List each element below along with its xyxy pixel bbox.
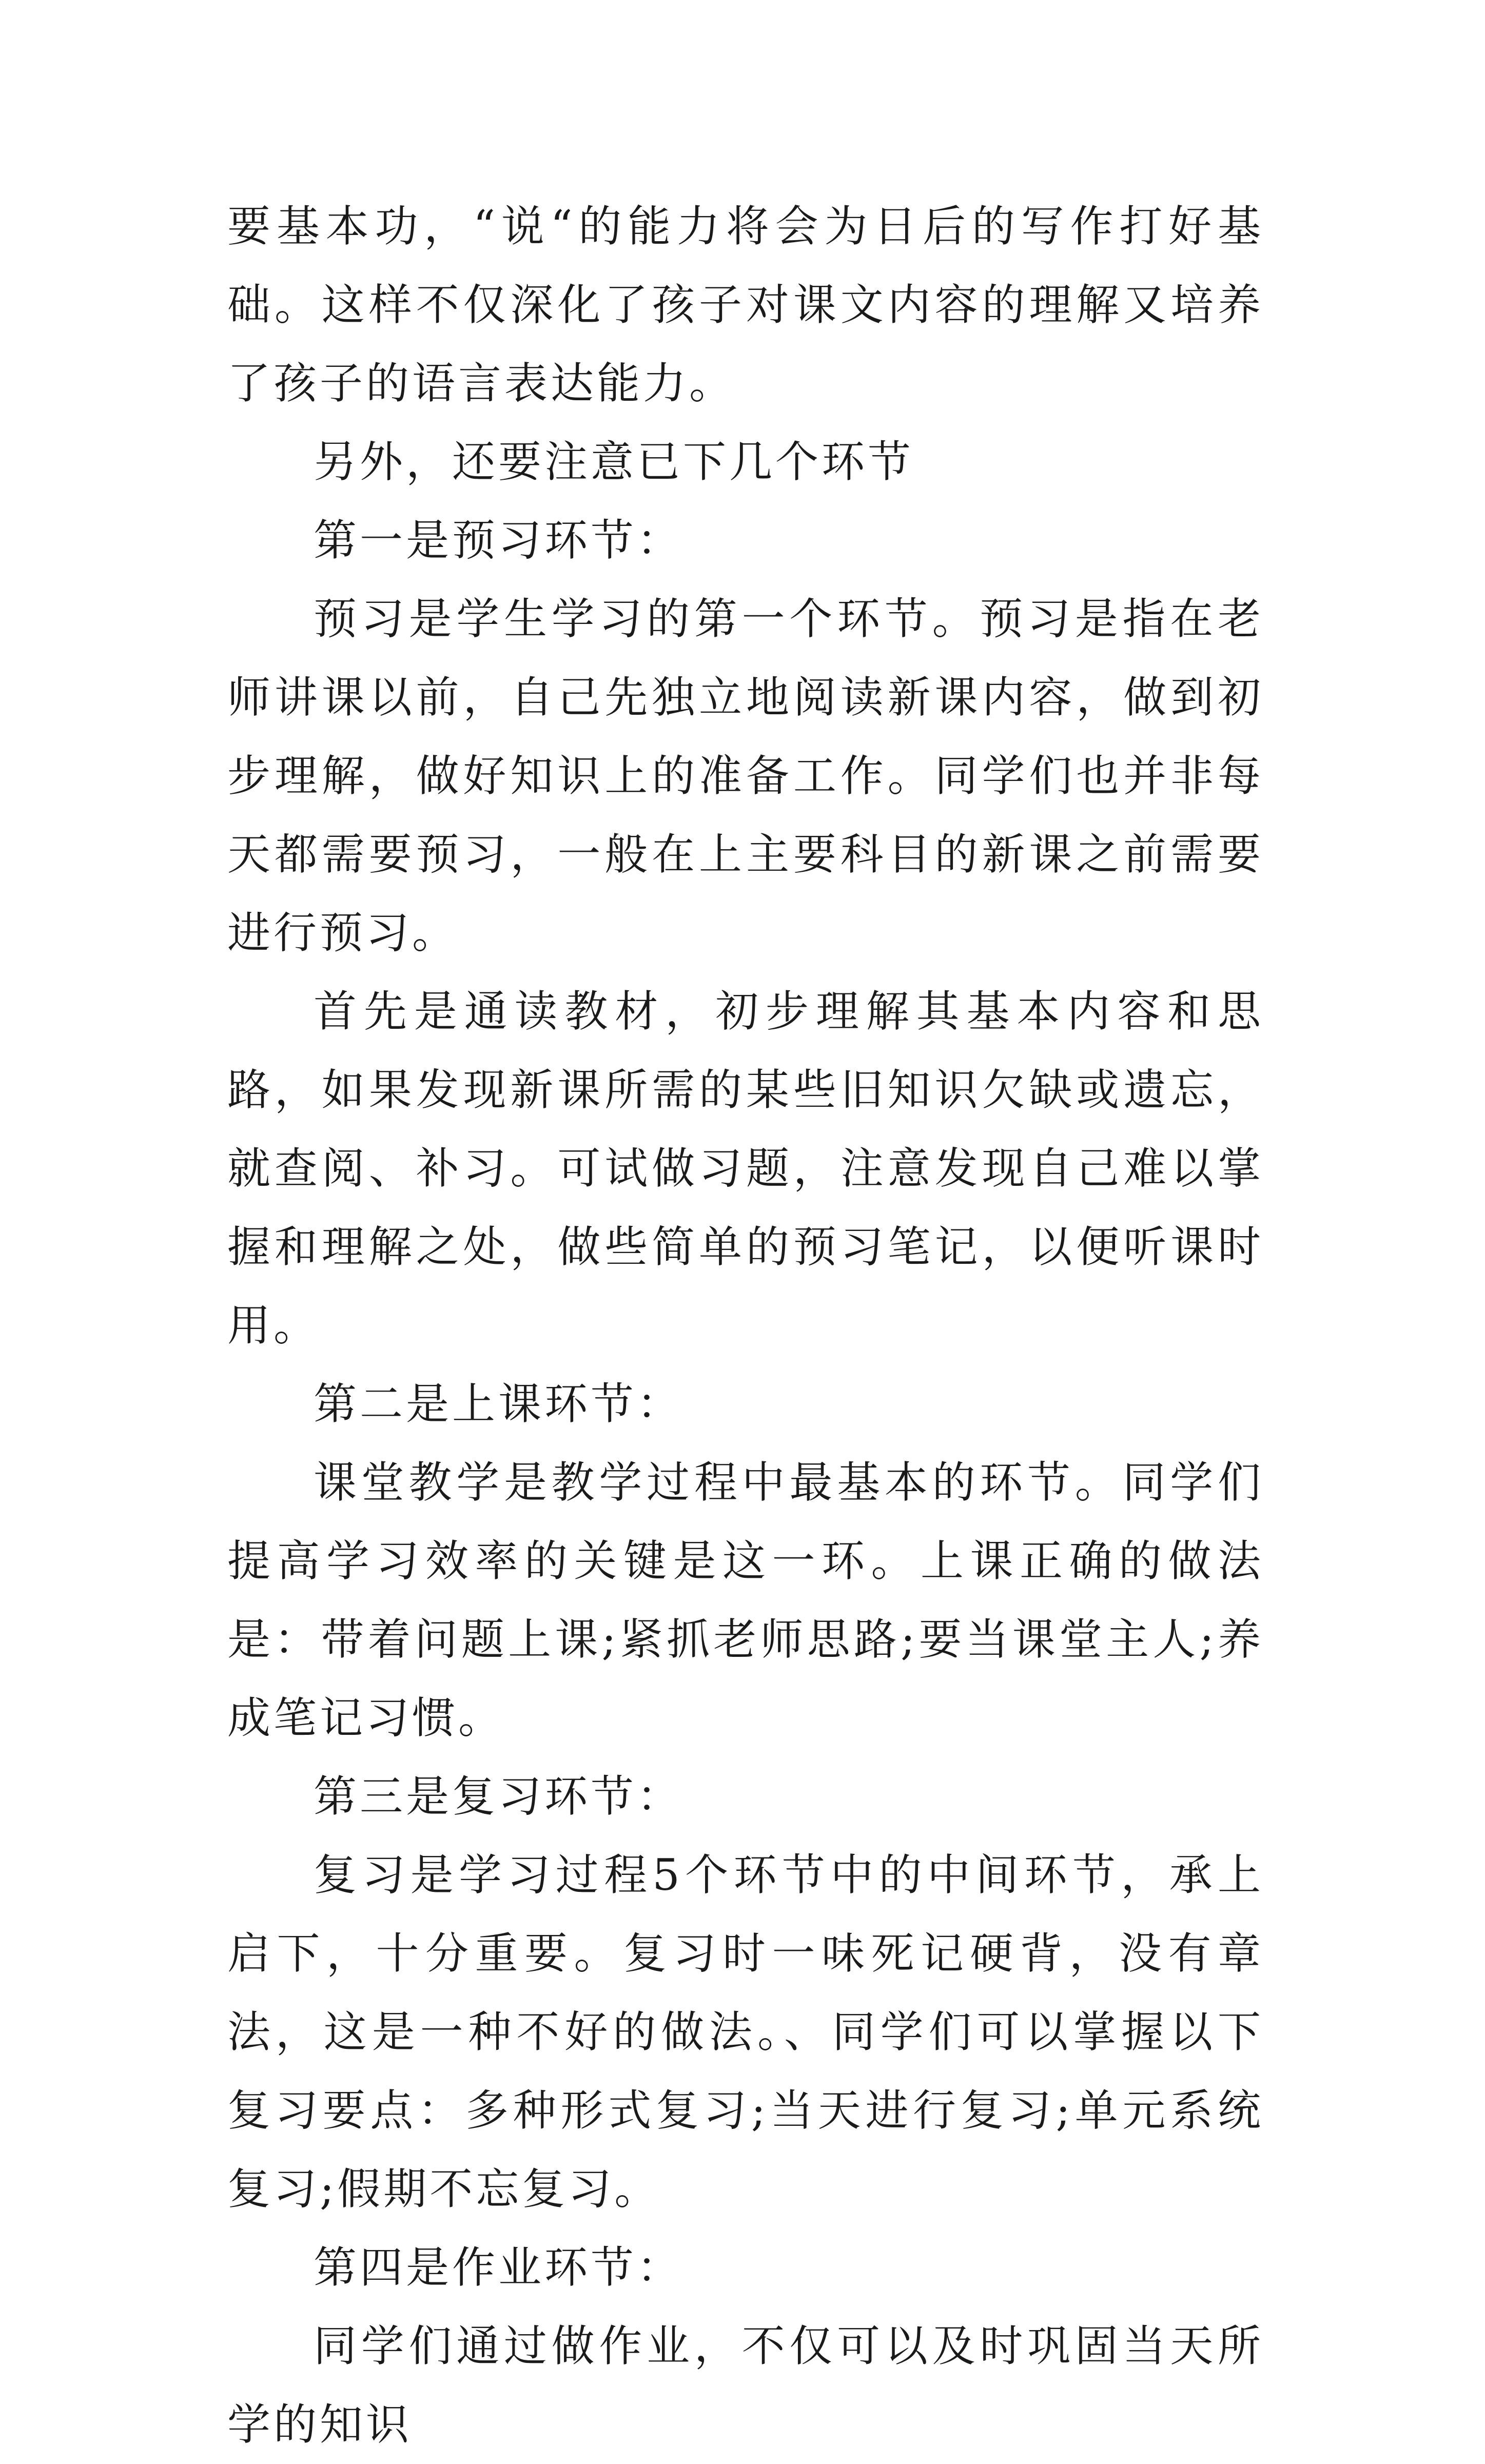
- paragraph-other-steps: 另外，还要注意已下几个环节: [314, 437, 914, 487]
- heading-preview-step: 第一是预习环节：: [314, 515, 683, 565]
- paragraph-homework: 同学们通过做作业，不仅可以及时巩固当天所学的知识: [227, 2321, 1264, 2450]
- paragraph-preview-method: 首先是通读教材，初步理解其基本内容和思路，如果发现新课所需的某些旧知识欠缺或遗忘，就查阅、补习。可试做习题，注意发现自己难以掌握和理解之处，做些简单的预习笔记，以便听课时用。: [227, 986, 1264, 1351]
- heading-review-step: 第三是复习环节：: [314, 1771, 683, 1822]
- paragraph-review-points: 复习是学习过程5个环节中的中间环节，承上启下，十分重要。复习时一味死记硬背，没有章法，这是一种不好的做法。、同学们可以掌握以下复习要点：多种形式复习;当天进行复习;单元系统复习;假期不忘复习。: [227, 1850, 1264, 2214]
- document-body: [227, 187, 1264, 2464]
- paragraph-preview-definition: 预习是学生学习的第一个环节。预习是指在老师讲课以前，自己先独立地阅读新课内容，做到初步理解，做好知识上的准备工作。同学们也并非每天都需要预习，一般在上主要科目的新课之前需要进行预习。: [227, 594, 1264, 958]
- paragraph-intro-continuation: 要基本功，“说“的能力将会为日后的写作打好基础。这样不仅深化了孩子对课文内容的理解又培养了孩子的语言表达能力。: [227, 201, 1264, 408]
- heading-homework-step: 第四是作业环节：: [314, 2242, 683, 2293]
- paragraph-class-teaching: 课堂教学是教学过程中最基本的环节。同学们提高学习效率的关键是这一环。上课正确的做法是：带着问题上课;紧抓老师思路;要当课堂主人;养成笔记习惯。: [227, 1457, 1264, 1743]
- heading-class-step: 第二是上课环节：: [314, 1379, 683, 1429]
